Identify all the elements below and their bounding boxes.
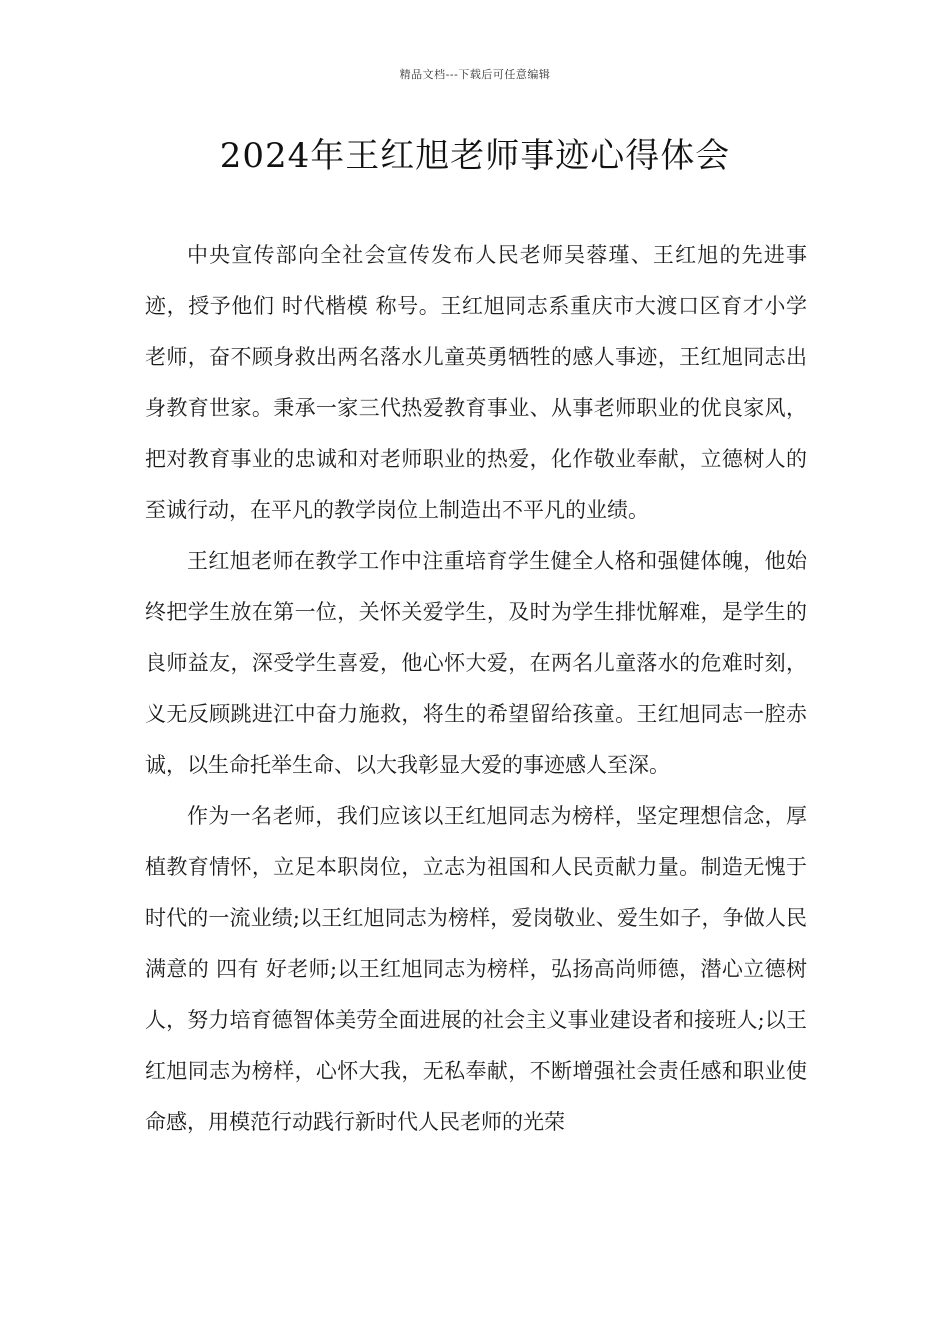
paragraph: 王红旭老师在教学工作中注重培育学生健全人格和强健体魄，他始终把学生放在第一位，关怀关爱学生，及时为学生排忧解难，是学生的良师益友，深受学生喜爱，他心怀大爱，在两名儿童落水的危难时刻，义无反顾跳进江中奋力施救，将生的希望留给孩童。王红旭同志一腔赤诚，以生命托举生命、以大我彰显大爱的事迹感人至深。 — [145, 549, 807, 777]
paragraph: 中央宣传部向全社会宣传发布人民老师吴蓉瑾、王红旭的先进事迹，授予他们 时代楷模 称号。王红旭同志系重庆市大渡口区育才小学老师，奋不顾身救出两名落水儿童英勇牺牲的感人事迹，王红旭同志出身教育世家。秉承一家三代热爱教育事业、从事老师职业的优良家风，把对教育事业的忠诚和对老师职业的热爱，化作敬业奉献，立德树人的至诚行动，在平凡的教学岗位上制造出不平凡的业绩。 — [145, 243, 807, 522]
page-title: 2024年王红旭老师事迹心得体会 — [219, 136, 731, 176]
document-body — [145, 230, 807, 1148]
paragraph: 作为一名老师，我们应该以王红旭同志为榜样，坚定理想信念，厚植教育情怀，立足本职岗位，立志为祖国和人民贡献力量。制造无愧于时代的一流业绩;以王红旭同志为榜样，爱岗敬业、爱生如子，争做人民满意的 四有 好老师;以王红旭同志为榜样，弘扬高尚师德，潜心立德树人，努力培育德智体美劳全面进展的社会主义事业建设者和接班人;以王红旭同志为榜样，心怀大我，无私奉献，不断增强社会责任感和职业使命感，用模范行动践行新时代人民老师的光荣 — [145, 804, 807, 1134]
header-note: 精品文档---下载后可任意编辑 — [399, 68, 551, 81]
